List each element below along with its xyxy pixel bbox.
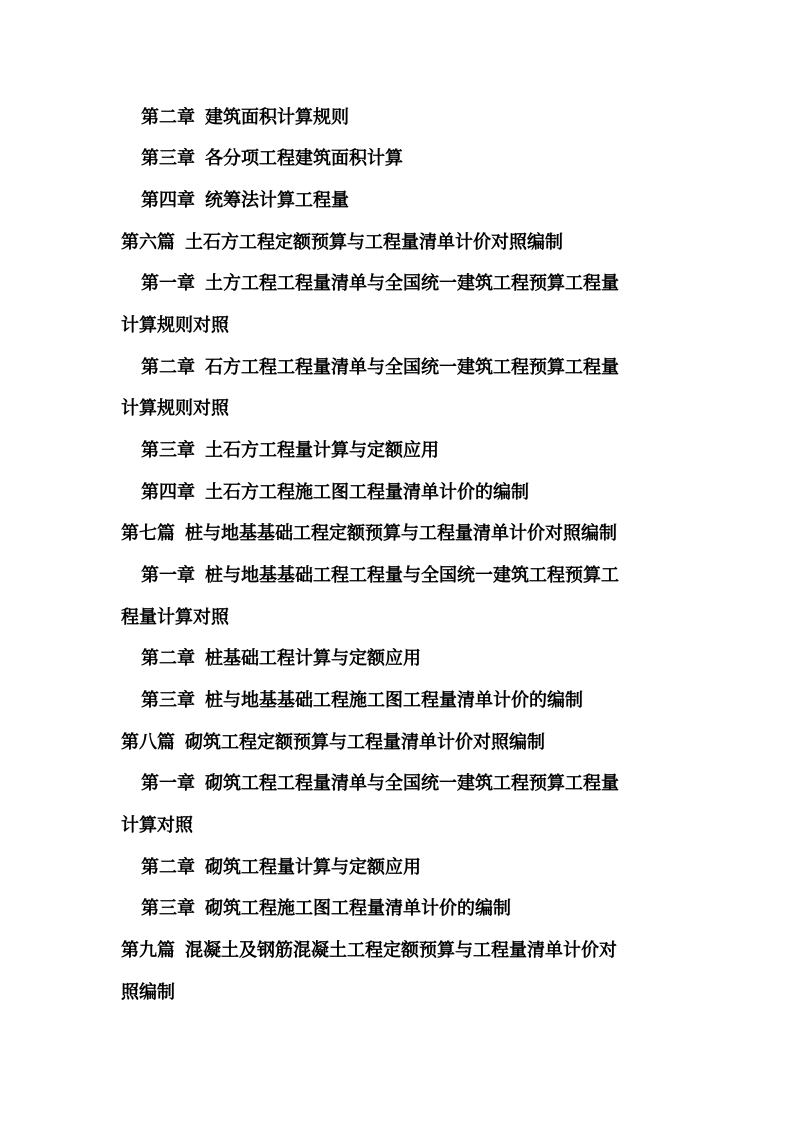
toc-number: 第六篇 <box>121 232 175 253</box>
toc-number: 第二章 <box>141 357 195 378</box>
toc-title: 土方工程工程量清单与全国统一建筑工程预算工程量 <box>205 273 619 294</box>
toc-number: 第七篇 <box>121 523 175 544</box>
toc-chapter <box>141 272 701 296</box>
toc-chapter <box>141 147 701 171</box>
toc-title: 砌筑工程量计算与定额应用 <box>205 857 421 878</box>
toc-title: 桩基础工程计算与定额应用 <box>205 648 421 669</box>
toc-title: 土石方工程量计算与定额应用 <box>205 440 439 461</box>
toc-title: 土石方工程施工图工程量清单计价的编制 <box>205 482 529 503</box>
toc-number: 第三章 <box>141 148 195 169</box>
toc-number: 第三章 <box>141 690 195 711</box>
toc-title: 混凝土及钢筋混凝土工程定额预算与工程量清单计价对 <box>185 940 617 961</box>
toc-chapter <box>141 647 701 671</box>
toc-title: 砌筑工程定额预算与工程量清单计价对照编制 <box>185 732 545 753</box>
toc-part <box>121 939 681 963</box>
toc-number: 第九篇 <box>121 940 175 961</box>
toc-part <box>121 522 681 546</box>
toc-chapter <box>141 481 701 505</box>
toc-number: 第二章 <box>141 107 195 128</box>
toc-chapter <box>141 856 701 880</box>
toc-title: 桩与地基基础工程定额预算与工程量清单计价对照编制 <box>185 523 617 544</box>
toc-part <box>121 231 681 255</box>
toc-number: 第三章 <box>141 898 195 919</box>
toc-title: 桩与地基基础工程施工图工程量清单计价的编制 <box>205 690 583 711</box>
toc-title: 土石方工程定额预算与工程量清单计价对照编制 <box>185 232 563 253</box>
toc-number: 第二章 <box>141 648 195 669</box>
toc-chapter <box>141 689 701 713</box>
toc-continuation: 计算规则对照 <box>121 398 229 419</box>
toc-chapter <box>141 356 701 380</box>
toc-title: 砌筑工程施工图工程量清单计价的编制 <box>205 898 511 919</box>
toc-number: 第一章 <box>141 565 195 586</box>
toc-chapter <box>141 897 701 921</box>
toc-chapter <box>141 564 701 588</box>
toc-title: 建筑面积计算规则 <box>205 107 349 128</box>
toc-number: 第一章 <box>141 773 195 794</box>
toc-continuation: 程量计算对照 <box>121 607 229 628</box>
toc-part <box>121 731 681 755</box>
toc-number: 第八篇 <box>121 732 175 753</box>
toc-title: 石方工程工程量清单与全国统一建筑工程预算工程量 <box>205 357 619 378</box>
toc-number: 第三章 <box>141 440 195 461</box>
toc-title: 桩与地基基础工程工程量与全国统一建筑工程预算工 <box>205 565 619 586</box>
toc-continuation: 照编制 <box>121 982 175 1003</box>
toc-title: 各分项工程建筑面积计算 <box>205 148 403 169</box>
toc-number: 第四章 <box>141 190 195 211</box>
toc-chapter <box>141 772 701 796</box>
toc-chapter <box>141 189 701 213</box>
toc-chapter <box>141 439 701 463</box>
toc-continuation: 计算对照 <box>121 815 193 836</box>
toc-number: 第一章 <box>141 273 195 294</box>
toc-number: 第四章 <box>141 482 195 503</box>
toc-number: 第二章 <box>141 857 195 878</box>
toc-title: 砌筑工程工程量清单与全国统一建筑工程预算工程量 <box>205 773 619 794</box>
toc-continuation: 计算规则对照 <box>121 315 229 336</box>
toc-chapter <box>141 106 701 130</box>
toc-title: 统筹法计算工程量 <box>205 190 349 211</box>
